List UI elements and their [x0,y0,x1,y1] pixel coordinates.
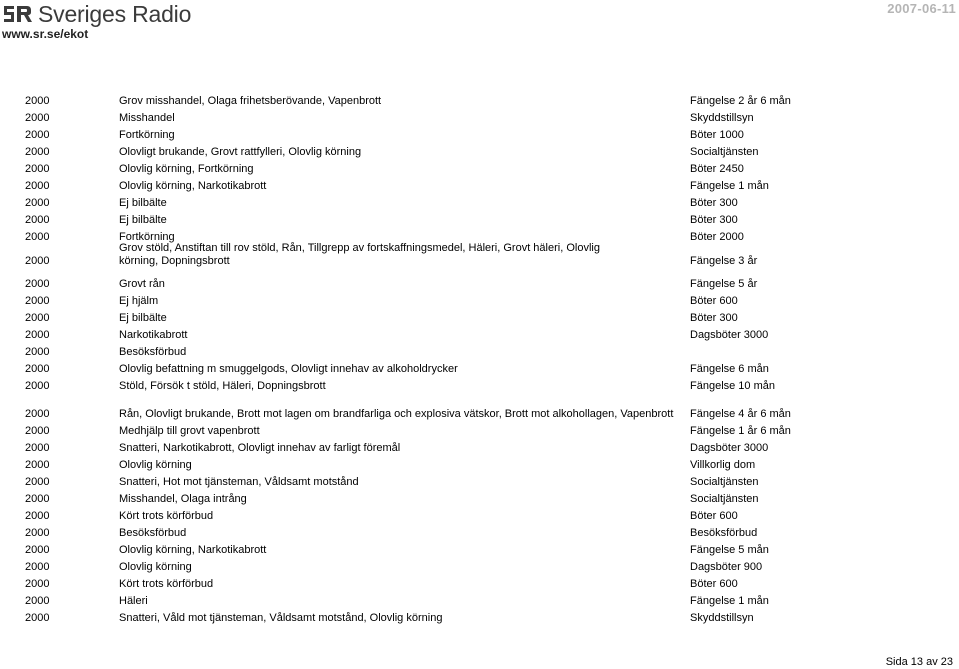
row-sentence: Böter 2450 [690,163,744,175]
row-year: 2000 [25,329,50,341]
row-offense: Rån, Olovligt brukande, Brott mot lagen om brandfarliga och explosiva vätskor, Brott mot alkohollagen, Vapenbrott [119,408,674,420]
row-year: 2000 [25,180,50,192]
row-sentence: Dagsböter 3000 [690,442,769,454]
row-sentence: Dagsböter 900 [690,561,763,573]
row-year: 2000 [25,459,50,471]
row-offense: Olovlig körning, Narkotikabrott [119,180,267,192]
row-sentence: Socialtjänsten [690,476,759,488]
row-sentence: Dagsböter 3000 [690,329,769,341]
sveriges-radio-logo [2,2,191,26]
row-year: 2000 [25,146,50,158]
sr-logo-icon [2,3,32,25]
row-year: 2000 [25,129,50,141]
row-year: 2000 [25,214,50,226]
row-year: 2000 [25,476,50,488]
row-year: 2000 [25,595,50,607]
row-year: 2000 [25,408,50,420]
row-year: 2000 [25,278,50,290]
row-sentence: Böter 600 [690,295,738,307]
row-offense: Misshandel [119,112,175,124]
row-sentence: Böter 300 [690,197,738,209]
brand-name: Sveriges Radio [38,1,192,27]
row-offense: Grov stöld, Anstiftan till rov stöld, Rån, Tillgrepp av fortskaffningsmedel, Häleri, Grovt häleri, Olovlig körning, Dopningsbrott [119,242,600,267]
row-year: 2000 [25,425,50,437]
row-sentence: Böter 300 [690,214,738,226]
row-offense: Besöksförbud [119,346,187,358]
page-number: Sida 13 av 23 [885,656,953,668]
row-sentence: Böter 300 [690,312,738,324]
row-sentence: Fängelse 5 mån [690,544,769,556]
row-year: 2000 [25,231,50,243]
page-header [0,0,959,44]
row-offense: Ej hjälm [119,295,159,307]
row-offense: Kört trots körförbud [119,578,214,590]
row-sentence: Fängelse 4 år 6 mån [690,408,791,420]
row-offense: Olovlig körning, Fortkörning [119,163,254,175]
row-sentence: Fängelse 5 år [690,278,758,290]
row-offense: Olovlig körning [119,561,192,573]
row-offense: Ej bilbälte [119,214,167,226]
row-sentence: Skyddstillsyn [690,612,754,624]
row-sentence: Fängelse 1 mån [690,595,769,607]
row-year: 2000 [25,612,50,624]
row-sentence: Böter 600 [690,578,738,590]
row-sentence: Fängelse 6 mån [690,363,769,375]
row-sentence: Skyddstillsyn [690,112,754,124]
row-offense: Ej bilbälte [119,197,167,209]
row-offense: Besöksförbud [119,527,187,539]
row-year: 2000 [25,312,50,324]
row-year: 2000 [25,346,50,358]
row-year: 2000 [25,95,50,107]
row-offense: Häleri [119,595,148,607]
row-sentence: Socialtjänsten [690,493,759,505]
row-offense: Grov misshandel, Olaga frihetsberövande, Vapenbrott [119,95,382,107]
row-sentence: Fängelse 1 år 6 mån [690,425,791,437]
row-offense: Stöld, Försök t stöld, Häleri, Dopningsbrott [119,380,326,392]
row-offense: Medhjälp till grovt vapenbrott [119,425,260,437]
row-year: 2000 [25,255,50,267]
row-offense: Ej bilbälte [119,312,167,324]
row-sentence: Fängelse 1 mån [690,180,769,192]
row-sentence: Fängelse 3 år [690,255,758,267]
row-offense: Grovt rån [119,278,165,290]
row-year: 2000 [25,163,50,175]
row-sentence: Socialtjänsten [690,146,759,158]
row-year: 2000 [25,544,50,556]
row-year: 2000 [25,295,50,307]
row-year: 2000 [25,561,50,573]
row-offense: Olovlig körning, Narkotikabrott [119,544,267,556]
row-offense: Misshandel, Olaga intrång [119,493,247,505]
row-year: 2000 [25,112,50,124]
row-sentence: Fängelse 10 mån [690,380,775,392]
site-url: www.sr.se/ekot [2,27,89,41]
row-offense: Snatteri, Hot mot tjänsteman, Våldsamt motstånd [119,476,359,488]
row-year: 2000 [25,527,50,539]
row-sentence: Böter 2000 [690,231,744,243]
row-offense: Snatteri, Narkotikabrott, Olovligt innehav av farligt föremål [119,442,401,454]
row-offense: Olovlig befattning m smuggelgods, Olovligt innehav av alkoholdrycker [119,363,458,375]
row-year: 2000 [25,380,50,392]
row-sentence: Besöksförbud [690,527,758,539]
row-year: 2000 [25,578,50,590]
row-sentence: Böter 600 [690,510,738,522]
document-date: 2007-06-11 [887,1,956,16]
row-offense: Olovligt brukande, Grovt rattfylleri, Olovlig körning [119,146,362,158]
row-year: 2000 [25,510,50,522]
row-offense: Fortkörning [119,231,175,243]
row-sentence: Fängelse 2 år 6 mån [690,95,791,107]
row-offense: Olovlig körning [119,459,192,471]
row-year: 2000 [25,363,50,375]
row-year: 2000 [25,197,50,209]
row-offense: Fortkörning [119,129,175,141]
row-year: 2000 [25,442,50,454]
row-offense: Narkotikabrott [119,329,188,341]
row-sentence: Villkorlig dom [690,459,756,471]
row-year: 2000 [25,493,50,505]
row-offense: Kört trots körförbud [119,510,214,522]
row-offense: Snatteri, Våld mot tjänsteman, Våldsamt motstånd, Olovlig körning [119,612,443,624]
row-sentence: Böter 1000 [690,129,744,141]
